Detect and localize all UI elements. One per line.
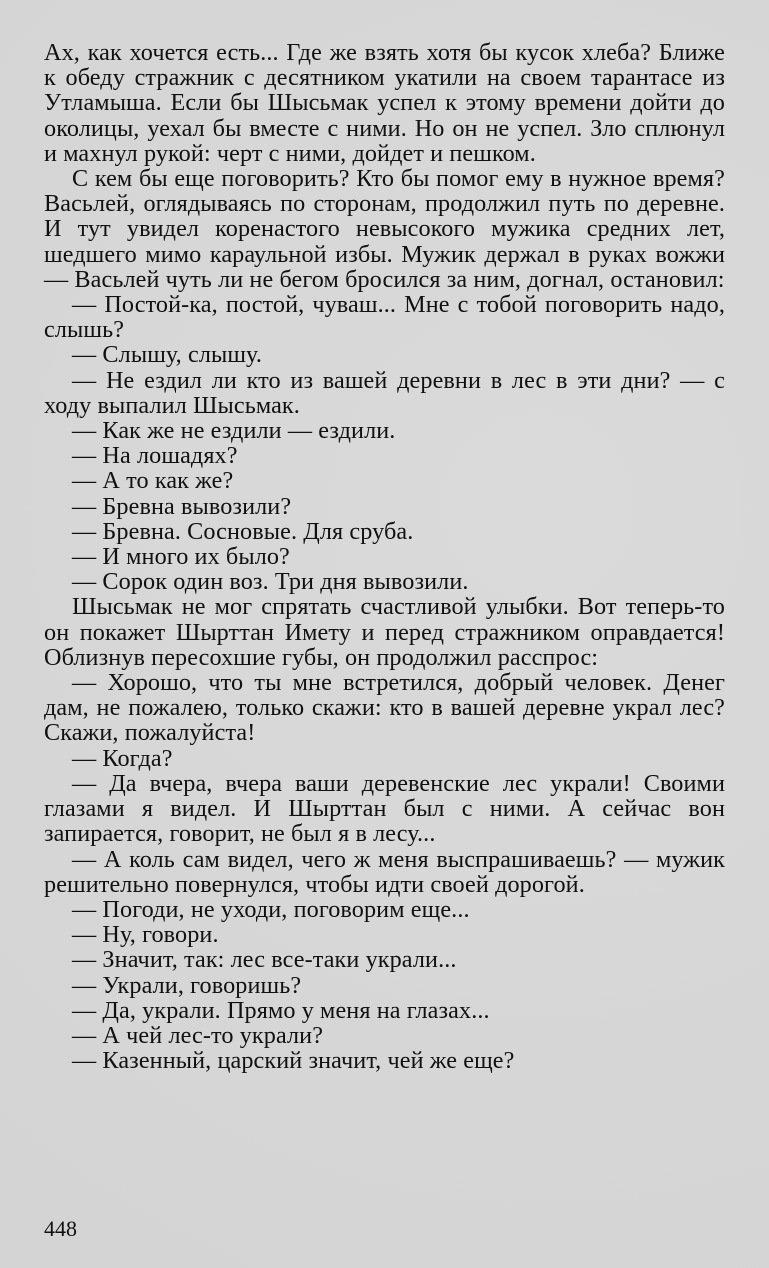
paragraph: — Не ездил ли кто из вашей деревни в лес в эти дни? — с ходу выпалил Шысьмак. [44,366,725,419]
paragraph: — Да вчера, вчера ваши деревенские лес украли! Своими глазами я видел. И Шырттан был с ними. А сейчас вон запирается, говорит, не был я в лесу... [44,769,725,848]
paragraph: — Бревна вывозили? [72,492,292,520]
paragraph: — Украли, говоришь? [72,971,302,999]
paragraph: — И много их было? [72,543,290,571]
paragraph: — На лошадях? [72,442,238,470]
paragraph: — Да, украли. Прямо у меня на глазах... [72,996,490,1024]
paragraph: — Постой-ка, постой, чуваш... Мне с тобой поговорить надо, слышь? [44,291,725,344]
paragraph: — Погоди, не уходи, поговорим еще... [72,895,470,923]
paragraph: — Казенный, царский значит, чей же еще? [72,1047,515,1075]
paragraph: Ах, как хочется есть... Где же взять хотя бы кусок хлеба? Ближе к обеду стражник с десятником укатили на своем тарантасе из Утламыша. Если бы Шысьмак успел к этому времени дойти до околицы, уехал бы вместе с ними. Но он не успел. Зло сплюнул и махнул рукой: черт с ними, дойдет и пешком. [44,39,725,167]
paragraph: — Как же не ездили — ездили. [72,417,396,445]
paragraph: С кем бы еще поговорить? Кто бы помог ему в нужное время? Васьлей, оглядываясь по сторонам, продолжил путь по деревне. И тут увидел коренастого невысокого мужика средних лет, шедшего мимо караульной избы. Мужик держал в руках вожжи — Васьлей чуть ли не бегом бросился за ним, догнал, остановил: [44,165,725,293]
paragraph: — А то как же? [72,467,234,495]
paragraph: Шысьмак не мог спрятать счастливой улыбки. Вот теперь-то он покажет Шырттан Имету и перед стражником оправдается! Облизнув пересохшие губы, он продолжил расспрос: [44,593,725,671]
paragraph: — Слышу, слышу. [72,341,262,369]
paragraph: — А коль сам видел, чего ж меня выспрашиваешь? — мужик решительно повернулся, чтобы идти своей дорогой. [44,845,725,898]
paragraph: — Сорок один воз. Три дня вывозили. [72,568,469,596]
paragraph: — Бревна. Сосновые. Для сруба. [72,517,414,545]
body-text [44,40,725,1073]
paragraph: — Когда? [72,744,173,772]
paragraph: — Хорошо, что ты мне встретился, добрый человек. Денег дам, не пожалею, только скажи: кто в вашей деревне украл лес? Скажи, пожалуйста! [44,669,725,747]
paragraph: — Значит, так: лес все-таки украли... [72,946,457,974]
paragraph: — А чей лес-то украли? [72,1021,324,1049]
page-number: 448 [44,1216,77,1241]
paragraph: — Ну, говори. [72,921,219,949]
